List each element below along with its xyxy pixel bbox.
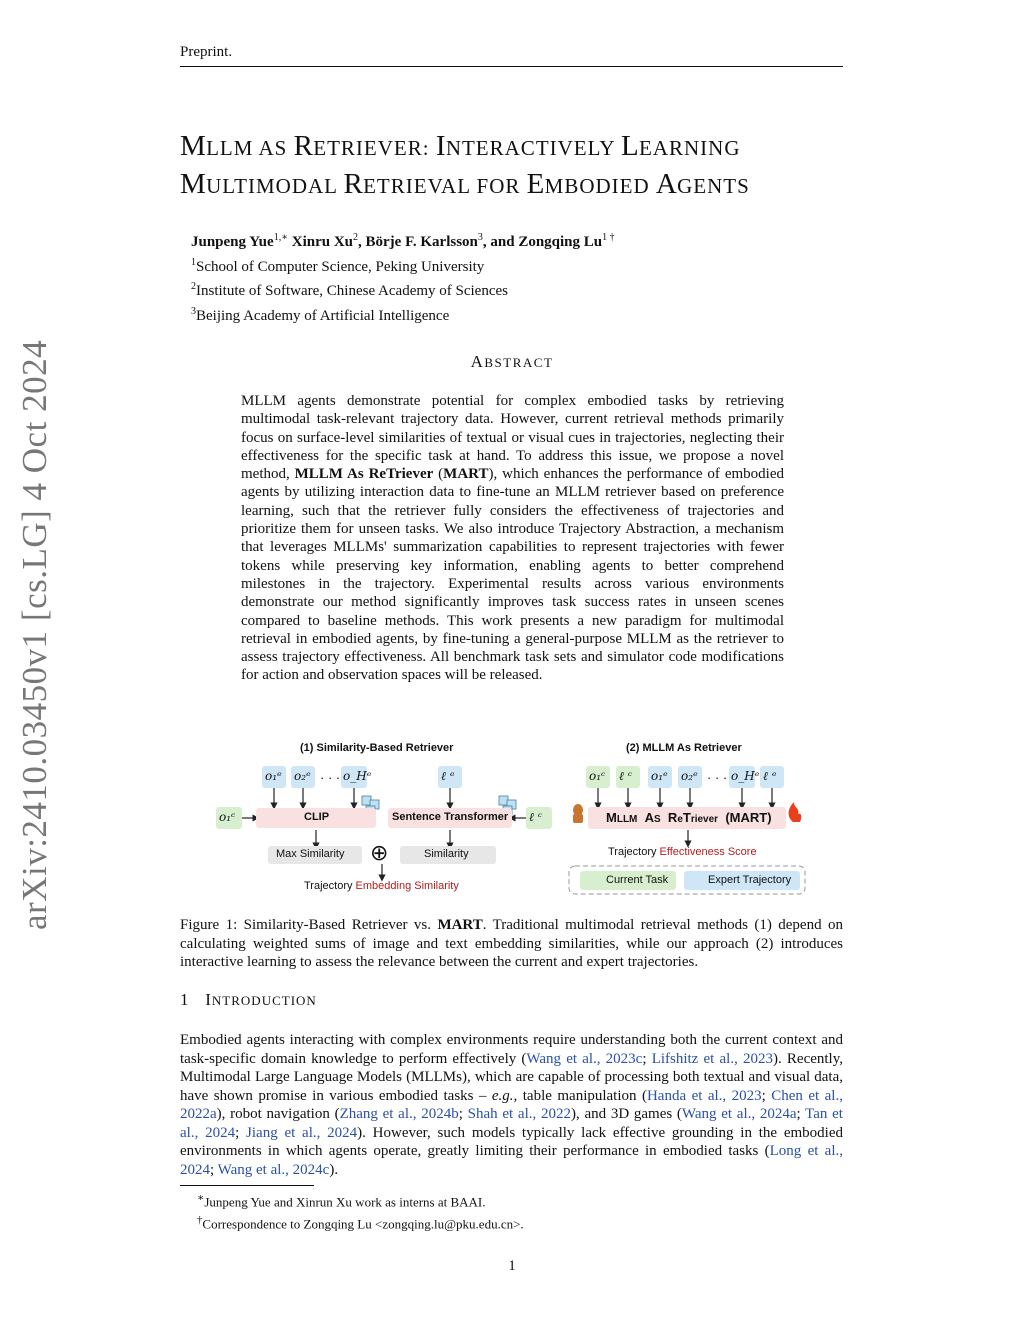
citation-link[interactable]: Handa et al., 2023	[646, 1087, 762, 1104]
ellipsis: · · ·	[707, 770, 728, 785]
footnote: †Correspondence to Zongqing Lu <zongqing.lu@pku.edu.cn>.	[197, 1214, 524, 1232]
citation-link[interactable]: Wang et al., 2023c	[526, 1050, 643, 1067]
ellipsis: · · ·	[320, 770, 341, 785]
citation-link[interactable]: Jiang et al., 2024	[246, 1124, 358, 1141]
affiliation: $^1$School of Computer Science, Peking University	[191, 256, 485, 275]
section-heading: 1 INTRODUCTION	[180, 990, 317, 1009]
citation-link[interactable]: Wang et al., 2024a	[681, 1106, 797, 1122]
citation-link[interactable]: Shah et al., 2022	[467, 1106, 571, 1122]
author-block	[191, 228, 615, 326]
obs-o1e-right: o₁ᵉ	[648, 766, 672, 788]
citation-link[interactable]: Wang et al., 2024c	[217, 1161, 330, 1178]
header-rule	[180, 66, 843, 67]
abstract-heading: ABSTRACT	[470, 352, 554, 371]
lang-le: ℓ ᵉ	[438, 766, 462, 788]
footnote-rule	[180, 1185, 314, 1186]
obs-o2e-right: o₂ᵉ	[678, 766, 702, 788]
citation-link[interactable]: Long et al., 2024	[180, 1143, 843, 1178]
lang-le-right: ℓ ᵉ	[760, 766, 784, 788]
plus-icon: ⊕	[370, 840, 389, 865]
footnote: ∗Junpeng Yue and Xinrun Xu work as interns at BAAI.	[197, 1192, 486, 1210]
cur-o1c-right: o₁ᶜ	[586, 766, 610, 788]
similarity-box: Similarity	[400, 846, 496, 864]
figure-caption: Figure 1: Similarity-Based Retriever vs. MART. Traditional multimodal retrieval methods (1) depend on calculating weighted sums of image and text embedding similarities, while our approach (2) introduces interactive learning to assess the relevance between the current and expert trajectories.	[180, 917, 843, 970]
citation-link[interactable]: Lifshitz et al., 2023	[651, 1050, 773, 1067]
title-line-2: MULTIMODAL RETRIEVAL FOR EMBODIED AGENTS	[180, 168, 750, 200]
max-similarity-box: Max Similarity	[268, 846, 362, 864]
citation-link[interactable]: Chen et al., 2022a	[180, 1087, 843, 1122]
citation-link[interactable]: Zhang et al., 2024b	[339, 1106, 459, 1122]
affiliation: $^2$Institute of Software, Chinese Academy of Sciences	[191, 281, 508, 299]
affiliation: $^3$Beijing Academy of Artificial Intelligence	[191, 305, 450, 324]
abstract-body: MLLM agents demonstrate potential for complex embodied tasks by retrieving multimodal task-relevant trajectory data. However, current retrieval methods primarily focus on surface-level similarities of textual or visual cues in trajectories, neglecting their effectiveness for the specific task at hand. To address this issue, we propose a novel method, MLLM As ReTriever (MART), which enhances the performance of embodied agents by utilizing interaction data to fine-tune an MLLM retriever based on preference learning, such that the retriever fully considers the effectiveness of trajectories and prioritize them for unseen tasks. We also introduce Trajectory Abstraction, a mechanism that leverages MLLMs' summarization capabilities to represent trajectories with fewer tokens while preserving key information, enabling agents to better comprehend milestones in the trajectory. Experimental results across various environments demonstrate our method significantly improves task success rates in unseen scenes compared to baseline methods. This work presents a new paradigm for multimodal retrieval in embodied agents, by fine-tuning a general-purpose MLLM as the retriever to assess trajectory effectiveness. All benchmark task sets and simulator code modifications for action and observation spaces will be released.	[241, 393, 784, 684]
left-output-label: Trajectory Embedding Similarity	[304, 880, 459, 892]
obs-oHe-right: o_Hᵉ	[729, 766, 755, 788]
obs-oHe: o_Hᵉ	[341, 766, 367, 788]
clip-box: CLIP	[256, 808, 376, 828]
obs-o1e: o₁ᵉ	[262, 766, 286, 788]
page-number: 1	[508, 1258, 516, 1274]
author-names: Junpeng Yue$^{1,∗}$ Xinru Xu$^2$, Börje F. Karlsson$^3$, and Zongqing $Lu^{1 \dagger}$	[191, 232, 615, 250]
fire-icon	[789, 802, 802, 822]
intro-paragraph: Embodied agents interacting with complex environments require understanding both the current context and task-specific domain knowledge to perform effectively (Wang et al., 2023c; Lifshitz et al., 2023). Recently, Multimodal Large Language Models (MLLMs), which are capable of processing both textual and visual data, have shown promise in various embodied tasks – e.g., table manipulation (Handa et al., 2023; Chen et al., 2022a), robot navigation (Zhang et al., 2024b; Shah et al., 2022), and 3D games (Wang et al., 2024a; Tan et al., 2024; Jiang et al., 2024). However, such models typically lack effective grounding in the embodied environments in which agents operate, greatly limiting their performance in embodied tasks (Long et al., 2024; Wang et al., 2024c).	[180, 1032, 843, 1178]
cur-o1c: o₁ᶜ	[216, 807, 242, 829]
figure-1	[212, 736, 812, 906]
title-line-1: MLLM AS RETRIEVER: INTERACTIVELY LEARNING	[180, 130, 741, 162]
sentence-transformer-box: Sentence Transformer	[388, 808, 512, 828]
left-panel-title: (1) Similarity-Based Retriever	[300, 742, 454, 754]
llama-icon	[573, 804, 583, 823]
right-panel-title: (2) MLLM As Retriever	[626, 742, 742, 754]
running-header: Preprint.	[180, 44, 233, 60]
right-output-label: Trajectory Effectiveness Score	[608, 846, 757, 858]
paper-title	[180, 128, 860, 204]
citation-link[interactable]: Tan et al., 2024	[180, 1106, 843, 1141]
arxiv-stamp: arXiv:2410.03450v1 [cs.LG] 4 Oct 2024	[15, 339, 54, 930]
cur-lc: ℓ ᶜ	[526, 807, 552, 829]
footnotes	[197, 1189, 524, 1234]
mart-box: MLLM AS ReTriever (MART)	[588, 807, 786, 829]
legend-expert-trajectory: Expert Trajectory	[684, 871, 800, 890]
obs-o2e: o₂ᵉ	[291, 766, 315, 788]
cur-lc-right: ℓ ᶜ	[616, 766, 640, 788]
legend-current-task: Current Task	[580, 871, 676, 890]
